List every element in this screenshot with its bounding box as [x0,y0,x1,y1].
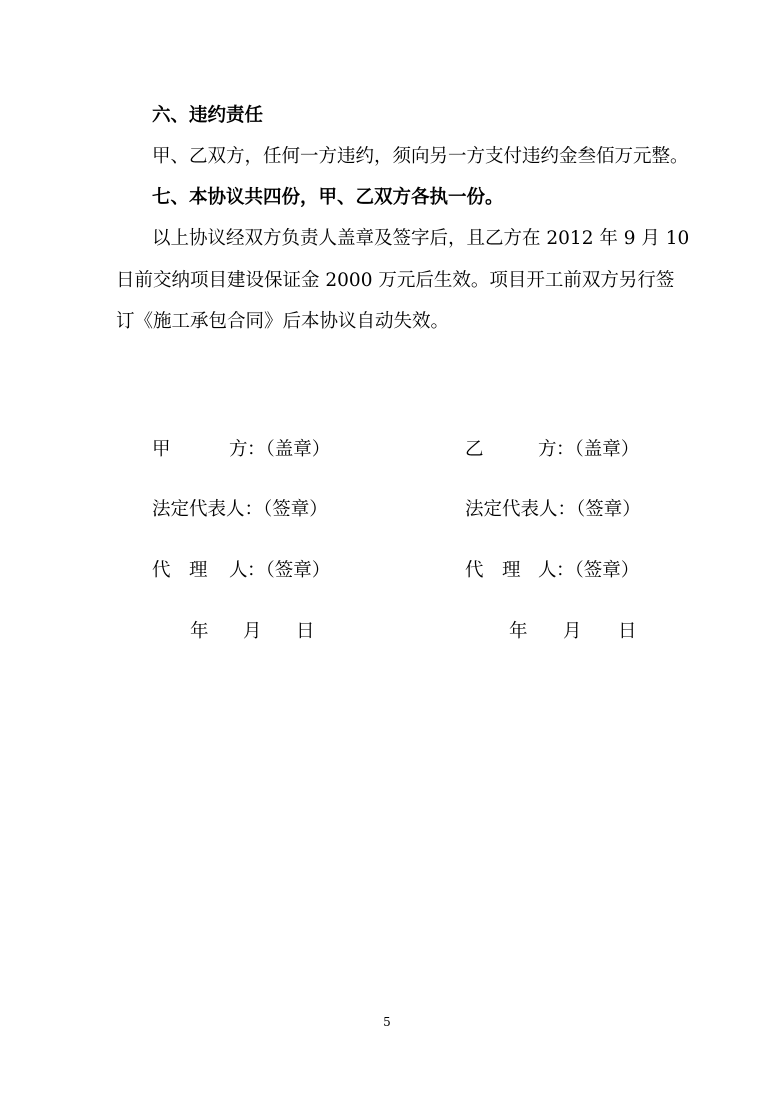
section-7-heading: 七、本协议共四份，甲、乙双方各执一份。 [152,187,504,208]
party-a-date-year: 年 [190,621,209,642]
party-a-label-char-2: 方 [229,439,248,460]
party-a-date-line [190,619,330,645]
section-7-body-line-3: 订《施工承包合同》后本协议自动失效。 [116,311,450,332]
party-b-agent-suffix: ：（签章） [556,560,640,581]
party-a-seal-line [152,437,332,463]
party-b-legal-representative: 法定代表人：（签章） [465,499,641,520]
party-b-agent-char-2: 理 [502,560,521,581]
party-b-seal-line [465,437,645,463]
party-b-date-day: 日 [618,621,637,642]
section-6-body: 甲、乙双方，任何一方违约，须向另一方支付违约金叁佰万元整。 [152,146,689,167]
party-a-date-day: 日 [296,621,315,642]
page-number: 5 [383,1015,391,1029]
party-a-label-char-1: 甲 [152,439,171,460]
party-b-date-line [509,619,649,645]
party-b-date-year: 年 [509,621,528,642]
section-7-body-line-1: 以上协议经双方负责人盖章及签字后，且乙方在 2012 年 9 月 10 [152,228,690,249]
party-a-date-month: 月 [243,621,262,642]
party-a-agent-char-3: 人 [229,560,248,581]
party-a-agent-line [152,558,332,584]
section-6-heading: 六、违约责任 [152,105,264,126]
party-a-agent-char-2: 理 [189,560,208,581]
party-b-agent-char-1: 代 [465,560,484,581]
party-a-agent-suffix: ：（签章） [247,560,331,581]
party-b-label-char-1: 乙 [465,439,484,460]
party-b-agent-line [465,558,645,584]
party-a-seal-suffix: ：（盖章） [247,439,331,460]
party-b-label-char-2: 方 [538,439,557,460]
party-a-legal-representative: 法定代表人：（签章） [152,499,328,520]
party-b-date-month: 月 [563,621,582,642]
party-a-agent-char-1: 代 [152,560,171,581]
section-7-body-line-2: 日前交纳项目建设保证金 2000 万元后生效。项目开工前双方另行签 [116,270,675,291]
party-b-seal-suffix: ：（盖章） [556,439,640,460]
party-b-agent-char-3: 人 [538,560,557,581]
